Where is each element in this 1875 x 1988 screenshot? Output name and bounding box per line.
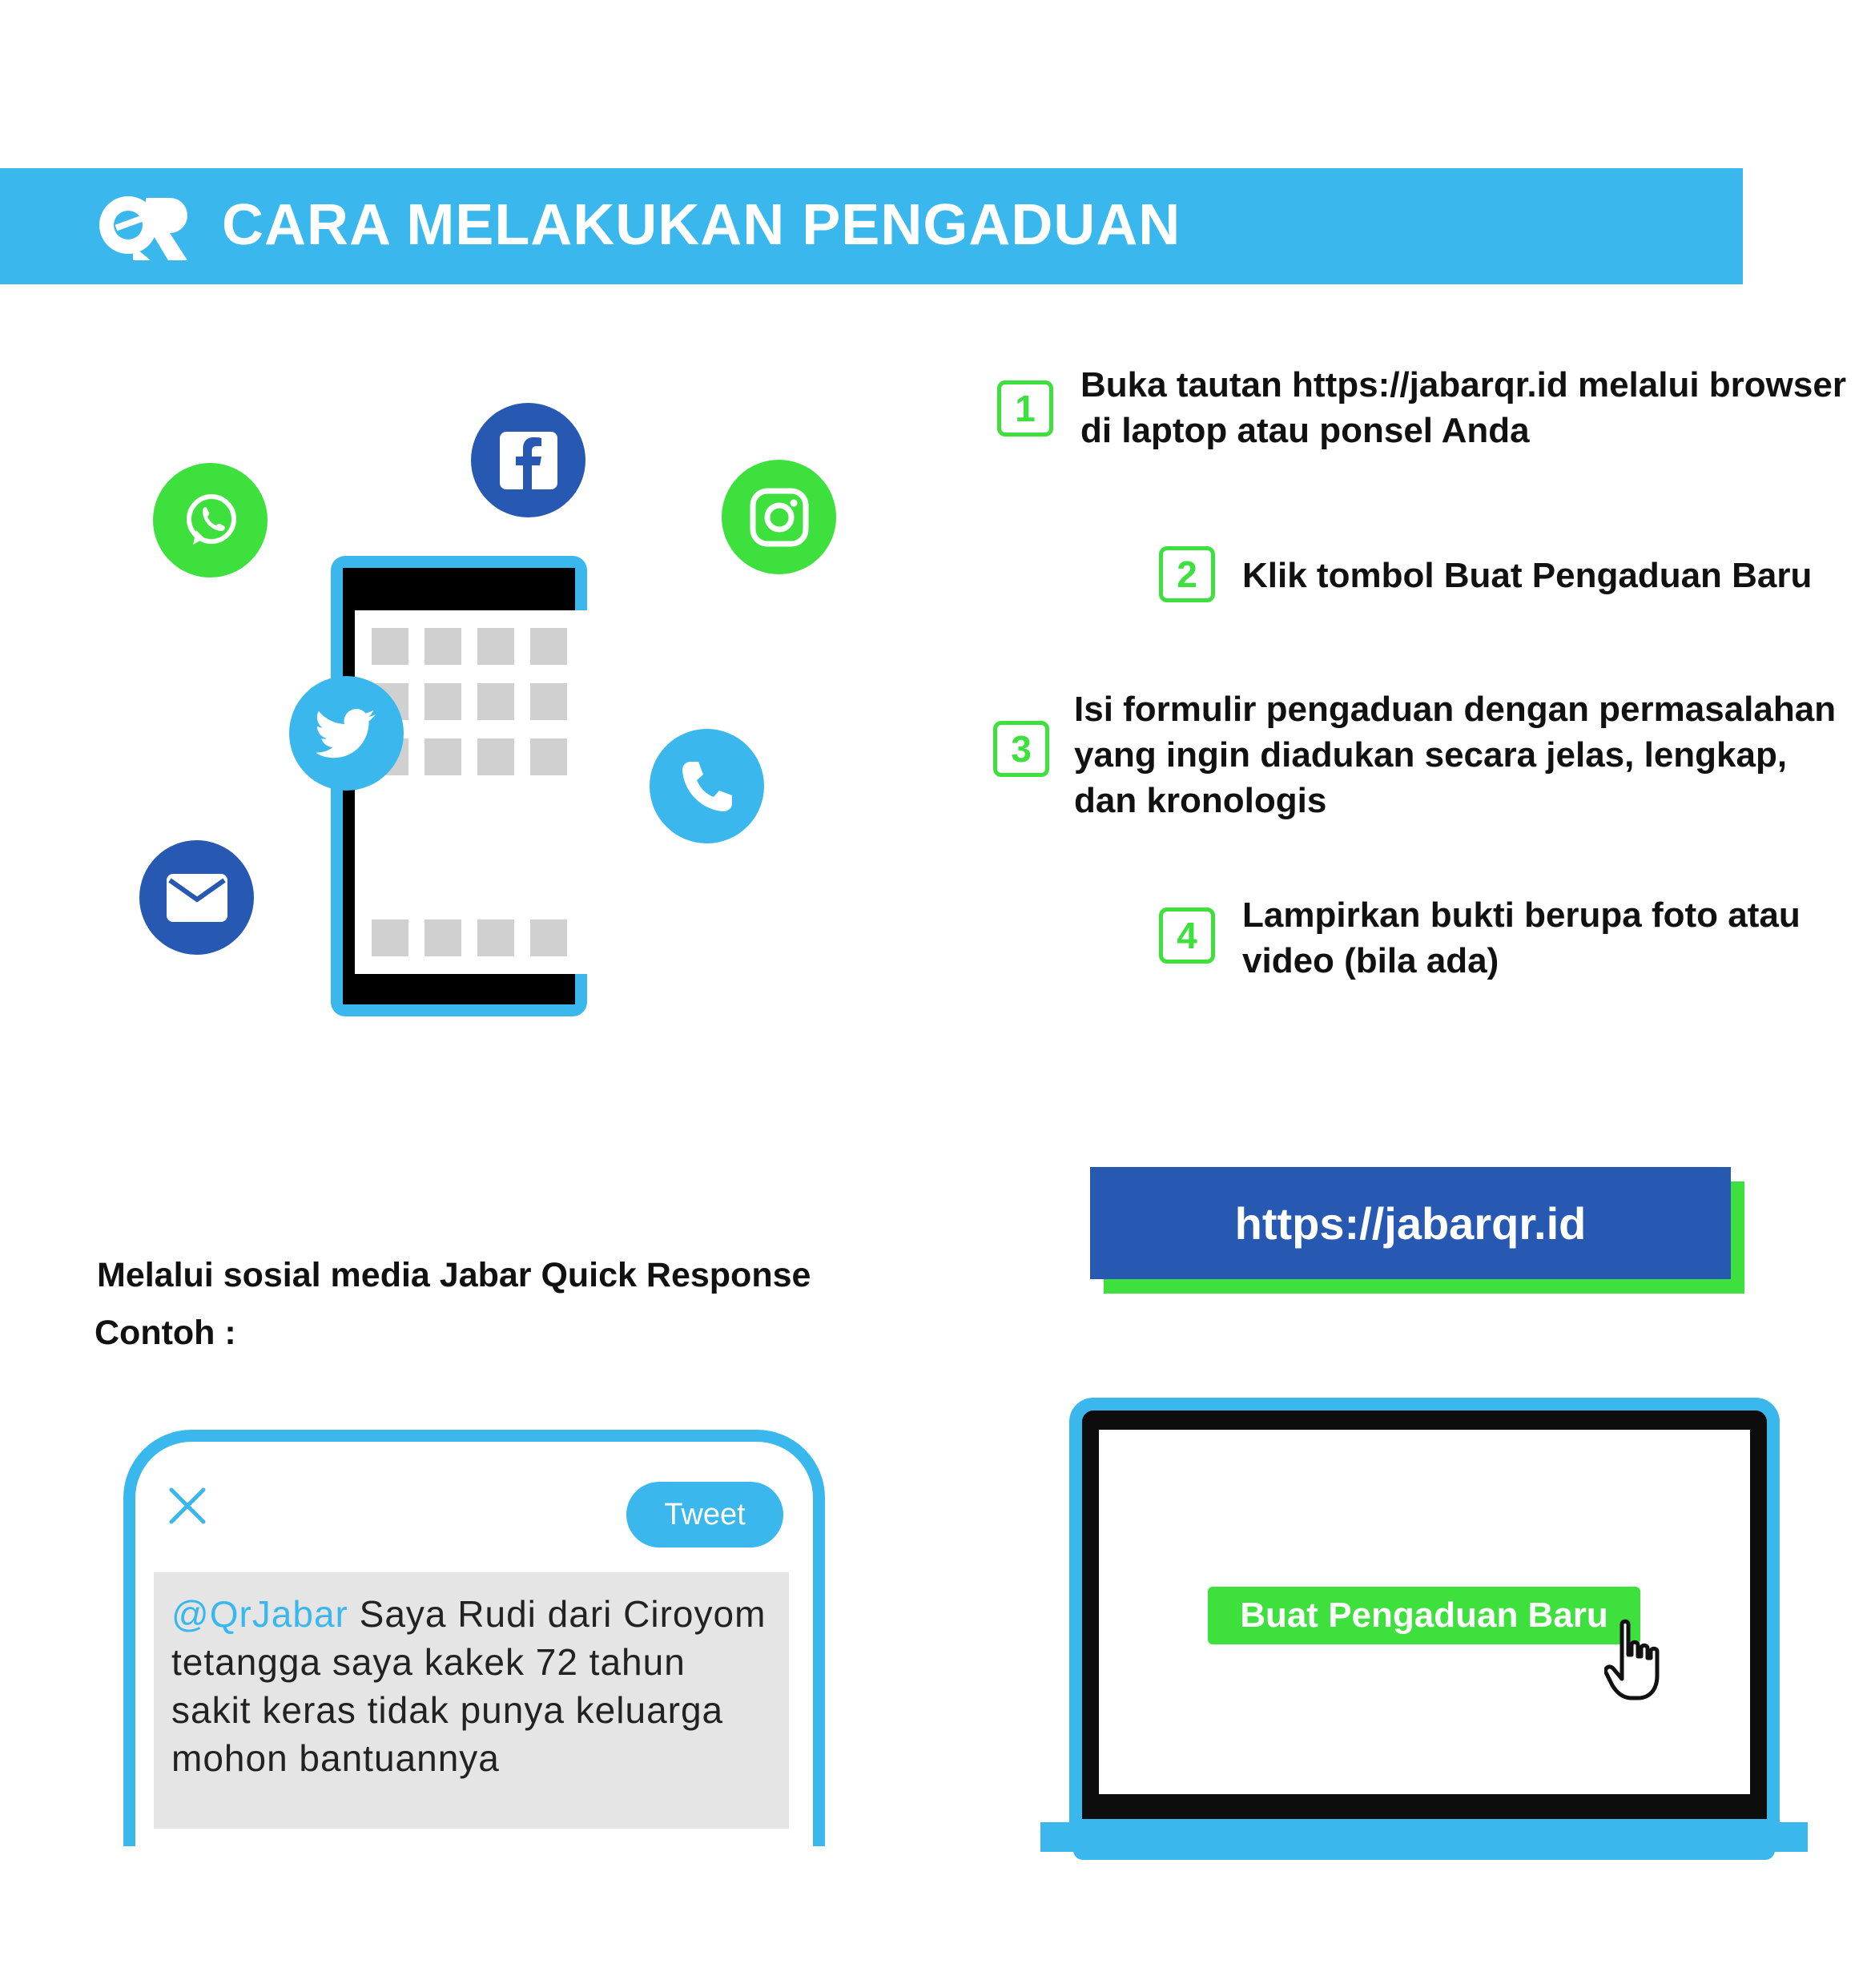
qr-logo-icon: [96, 188, 191, 265]
app-tile: [530, 628, 567, 665]
step-1-number: 1: [997, 380, 1053, 437]
laptop-base: [1040, 1822, 1808, 1852]
hand-cursor-icon: [1604, 1618, 1686, 1704]
phone-icon: [650, 729, 764, 843]
app-tile: [477, 683, 514, 720]
app-tile: [530, 683, 567, 720]
url-link[interactable]: https://jabarqr.id: [1090, 1167, 1731, 1279]
tweet-mention: @QrJabar: [171, 1593, 348, 1635]
email-icon: [139, 840, 254, 955]
tweet-text-area[interactable]: [154, 1572, 789, 1829]
app-tile: [424, 683, 461, 720]
step-3-text: Isi formulir pengaduan dengan permasalahan yang ingin diadukan secara jelas, lengkap, dan kronologis: [1074, 690, 1837, 820]
example-label: Contoh :: [95, 1314, 236, 1352]
dock-tile: [477, 920, 514, 956]
close-icon[interactable]: [165, 1483, 210, 1528]
phone-illustration: [331, 556, 587, 1016]
tweet-button[interactable]: Tweet: [626, 1482, 783, 1547]
create-complaint-button[interactable]: Buat Pengaduan Baru: [1208, 1587, 1640, 1644]
step-4-text: Lampirkan bukti berupa foto atau video (bila ada): [1242, 895, 1801, 980]
twitter-icon: [289, 676, 404, 791]
whatsapp-icon: [153, 463, 268, 577]
step-4-number: 4: [1159, 907, 1215, 964]
tweet-message: Saya Rudi dari Ciroyom tetangga saya kakek 72 tahun sakit keras tidak punya keluarga mohon bantuannya: [171, 1593, 766, 1779]
dock-tile: [530, 920, 567, 956]
app-tile: [477, 628, 514, 665]
app-tile: [372, 628, 408, 665]
facebook-icon: [471, 403, 585, 517]
app-tile: [477, 738, 514, 775]
phone-display: [355, 610, 587, 974]
step-2-number: 2: [1159, 546, 1215, 602]
app-tile: [530, 738, 567, 775]
app-tile: [424, 738, 461, 775]
social-media-label: Melalui sosial media Jabar Quick Response: [97, 1256, 811, 1294]
instagram-icon: [722, 460, 836, 574]
dock-tile: [372, 920, 408, 956]
phone-screen: [343, 568, 575, 1004]
page-title: CARA MELAKUKAN PENGADUAN: [222, 193, 1181, 257]
dock-tile: [424, 920, 461, 956]
laptop-base-foot: [1073, 1850, 1775, 1860]
step-1-text: Buka tautan https://jabarqr.id melalui browser di laptop atau ponsel Anda: [1080, 365, 1846, 450]
step-2-text: Klik tombol Buat Pengaduan Baru: [1242, 556, 1813, 595]
step-3-number: 3: [993, 721, 1049, 777]
app-tile: [424, 628, 461, 665]
